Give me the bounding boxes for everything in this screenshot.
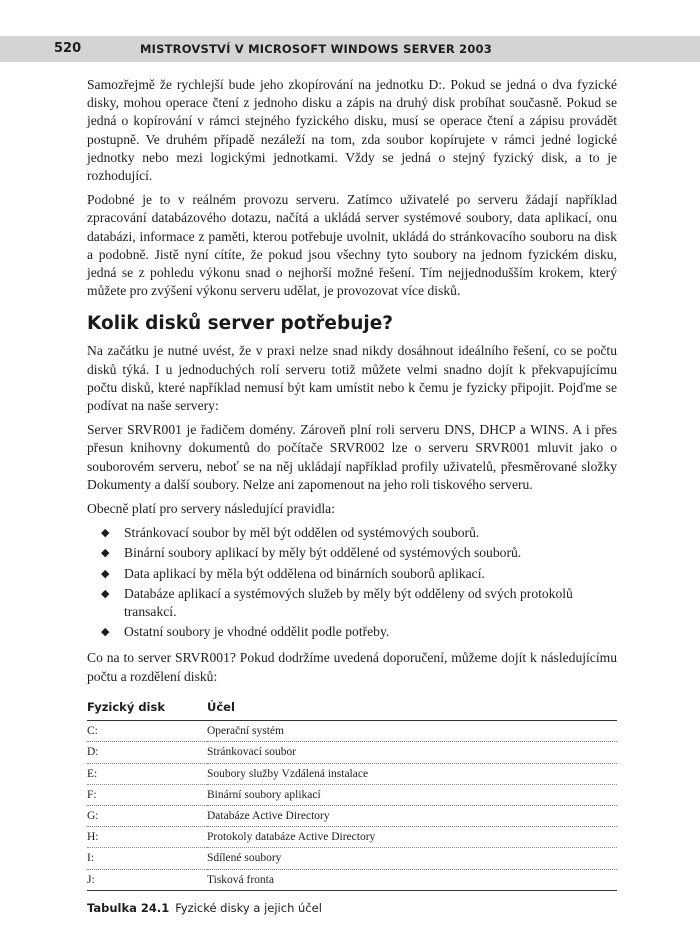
purpose-cell: Protokoly databáze Active Directory <box>207 827 617 848</box>
page-number: 520 <box>54 41 82 56</box>
table-row <box>87 869 617 890</box>
running-header <box>0 36 700 62</box>
section-paragraph-1: Na začátku je nutné uvést, že v praxi nelze snad nikdy dosáhnout ideálního řešení, co se počtu disků týká. I u jednoduchých rolí serveru totiž můžete velmi snadno dojít k překvapujícímu počtu disků, které například nemusí být kam umístit nebo k čemu je fyzicky připojit. Pojďme se podívat na naše servery: <box>87 343 617 414</box>
table-row <box>87 827 617 848</box>
diamond-bullet-icon: ◆ <box>101 625 110 639</box>
purpose-cell: Sdílené soubory <box>207 848 617 869</box>
diamond-bullet-icon: ◆ <box>101 586 110 600</box>
rules-list <box>87 524 617 641</box>
disk-cell: C: <box>87 721 207 742</box>
intro-paragraph-2: Podobné je to v reálném provozu serveru. Zatímco uživatelé po serveru žádají například zpracování databázového dotazu, načítá a ukládá server systémové soubory, data aplikací, onu databázi, informace z paměti, kterou potřebuje uvolnit, ukládá do stránkovacího souboru na disk a podobně. Jistě nyní cítíte, že pokud jsou všechny tyto soubory na jednom fyzickém disku, jedná se z pohledu výkonu snad o nejhorší možné řešení. Tím nejjednodušším krokem, který můžete pro zvýšení výkonu serveru udělat, je provozovat více disků. <box>87 192 617 299</box>
list-item <box>101 565 617 583</box>
table-caption <box>87 899 617 917</box>
section-heading: Kolik disků server potřebuje? <box>87 313 394 335</box>
purpose-cell: Soubory služby Vzdálená instalace <box>207 763 617 784</box>
disk-cell: F: <box>87 784 207 805</box>
caption-text: Fyzické disky a jejich účel <box>175 900 322 915</box>
purpose-cell: Databáze Active Directory <box>207 805 617 826</box>
disk-cell: E: <box>87 763 207 784</box>
column-header-purpose: Účel <box>207 696 617 721</box>
rule-text: Ostatní soubory je vhodné oddělit podle potřeby. <box>124 624 390 640</box>
table-row <box>87 742 617 763</box>
running-title: MISTROVSTVÍ V MICROSOFT WINDOWS SERVER 2003 <box>140 42 492 56</box>
intro-paragraph-1: Samozřejmě že rychlejší bude jeho zkopírování na jednotku D:. Pokud se jedná o dva fyzické disky, mohou operace čtení z jednoho disku a zápis na druhý disk probíhat současně. Pokud se jedná o kopírování v rámci stejného fyzického disku, musí se operace čtení a zápisu provádět postupně. Ve druhém případě nezáleží na tom, zda soubor kopírujete v rámci jedné logické jednotky nebo mezi logickými jednotkami. Vždy se jedná o stejný fyzický disk, a to je rozhodující. <box>87 77 617 184</box>
list-item <box>101 623 617 641</box>
table-row <box>87 805 617 826</box>
list-item <box>101 524 617 542</box>
closing-paragraph: Co na to server SRVR001? Pokud dodržíme uvedená doporučení, můžeme dojít k následujícímu počtu a rozdělení disků: <box>87 650 617 684</box>
disk-cell: I: <box>87 848 207 869</box>
table-row <box>87 784 617 805</box>
table-row <box>87 763 617 784</box>
disk-cell: G: <box>87 805 207 826</box>
table-header-row <box>87 696 617 721</box>
diamond-bullet-icon: ◆ <box>101 546 110 560</box>
disk-cell: D: <box>87 742 207 763</box>
rule-text: Databáze aplikací a systémových služeb by měly být odděleny od svých protokolů transakcí. <box>124 585 573 620</box>
section-paragraph-2: Server SRVR001 je řadičem domény. Zároveň plní roli serveru DNS, DHCP a WINS. A i přes přesun knihovny dokumentů do počítače SRVR002 lze o serveru SRVR001 mluvit jako o souborovém serveru, neboť se na něj ukládají například profily uživatelů, přesměrované složky Dokumenty a další soubory. Nelze ani zapomenout na jeho roli tiskového serveru. <box>87 422 617 492</box>
disk-cell: H: <box>87 827 207 848</box>
table-row <box>87 848 617 869</box>
diamond-bullet-icon: ◆ <box>101 526 110 540</box>
caption-label: Tabulka 24.1 <box>87 900 170 915</box>
purpose-cell: Stránkovací soubor <box>207 742 617 763</box>
disks-table <box>87 696 617 891</box>
list-item <box>101 585 617 621</box>
page-content <box>87 76 617 917</box>
rule-text: Binární soubory aplikací by měly být oddělené od systémových souborů. <box>124 545 522 561</box>
rule-text: Stránkovací soubor by měl být oddělen od systémových souborů. <box>124 525 480 541</box>
purpose-cell: Tisková fronta <box>207 869 617 890</box>
column-header-disk: Fyzický disk <box>87 696 207 721</box>
diamond-bullet-icon: ◆ <box>101 566 110 580</box>
purpose-cell: Operační systém <box>207 721 617 742</box>
list-item <box>101 544 617 562</box>
purpose-cell: Binární soubory aplikací <box>207 784 617 805</box>
table-row <box>87 721 617 742</box>
disk-cell: J: <box>87 869 207 890</box>
rule-text: Data aplikací by měla být oddělena od binárních souborů aplikací. <box>124 565 485 581</box>
section-paragraph-3: Obecně platí pro servery následující pravidla: <box>87 501 335 517</box>
